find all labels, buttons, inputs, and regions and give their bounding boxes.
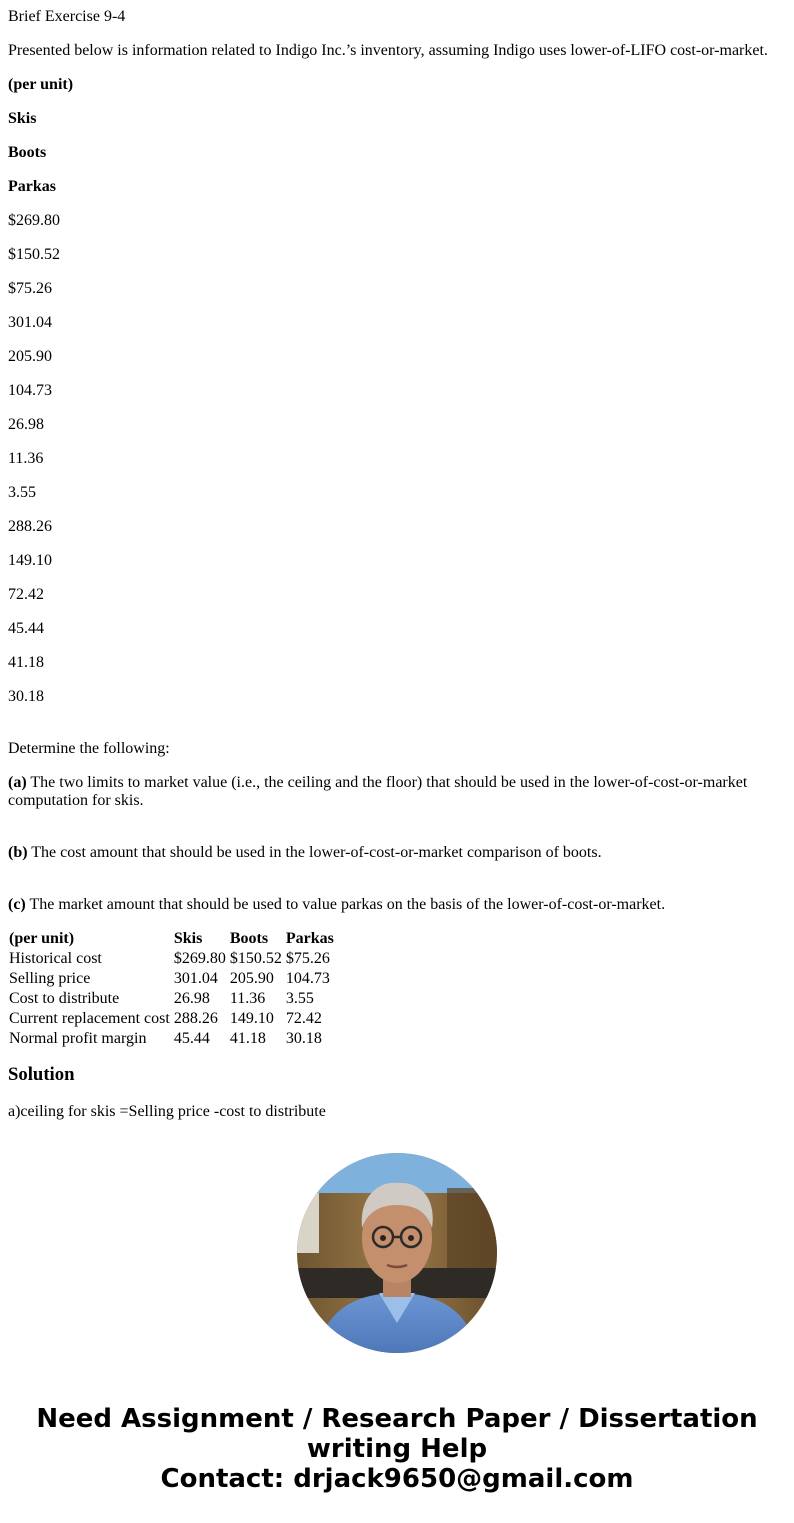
list-value: 3.55 [8,484,36,501]
list-value: 11.36 [8,450,44,467]
table-cell: 45.44 [173,1030,210,1047]
exercise-title: Brief Exercise 9-4 [8,8,126,25]
table-cell: 301.04 [173,970,218,987]
table-cell: 11.36 [229,990,266,1007]
table-row [8,1010,335,1028]
table-header: Parkas [285,930,334,947]
author-portrait-image [297,1153,497,1353]
spacer [8,722,786,740]
list-value: 30.18 [8,688,44,705]
document-body [8,8,786,1122]
table-cell: 149.10 [229,1010,274,1027]
promo-text [0,1404,794,1494]
list-value: 301.04 [8,314,52,331]
question-b: (b) The cost amount that should be used in the lower-of-cost-or-market comparison of boots. [8,844,602,861]
list-header: Parkas [8,178,56,195]
question-a: (a) The two limits to market value (i.e., the ceiling and the floor) that should be used in the lower-of-cost-or-market computation for skis. [8,774,748,809]
solution-heading: Solution [8,1064,75,1085]
table-cell: $269.80 [173,950,226,967]
promo-footer [0,1122,794,1523]
table-header: Skis [173,930,203,947]
table-cell: 205.90 [229,970,274,987]
intro-paragraph: Presented below is information related to Indigo Inc.’s inventory, assuming Indigo uses lower-of-LIFO cost-or-market. [8,42,768,59]
table-row [8,950,335,968]
table-cell: $150.52 [229,950,282,967]
promo-contact: Contact: drjack9650@gmail.com [160,1464,634,1494]
determine-prompt: Determine the following: [8,740,170,757]
table-cell: Cost to distribute [9,990,120,1007]
table-header-row [8,930,335,948]
table-cell: 3.55 [285,990,314,1007]
list-value: 205.90 [8,348,52,365]
table-cell: $75.26 [285,950,330,967]
table-cell: 26.98 [173,990,210,1007]
list-header: (per unit) [8,76,74,93]
list-value: 26.98 [8,416,44,433]
table-header: Boots [229,930,269,947]
list-value: $269.80 [8,212,60,229]
table-cell: 288.26 [173,1010,218,1027]
solution-line: a)ceiling for skis =Selling price -cost to distribute [8,1103,326,1120]
list-value: 41.18 [8,654,44,671]
list-value: $150.52 [8,246,60,263]
list-header: Skis [8,110,37,127]
table-row [8,1030,335,1048]
table-cell: Normal profit margin [9,1030,147,1047]
table-row [8,970,335,988]
table-row [8,990,335,1008]
table-cell: 104.73 [285,970,330,987]
list-value: 149.10 [8,552,52,569]
promo-line-1: Need Assignment / Research Paper / Dissertation [36,1404,758,1434]
list-header: Boots [8,144,47,161]
table-cell: 41.18 [229,1030,266,1047]
list-value: $75.26 [8,280,52,297]
table-cell: Selling price [9,970,91,987]
table-cell: Historical cost [9,950,102,967]
list-value: 72.42 [8,586,44,603]
table-cell: Current replacement cost [9,1010,170,1027]
inventory-table [8,928,337,1050]
table-header: (per unit) [9,930,75,947]
author-avatar [297,1153,497,1353]
table-cell: 30.18 [285,1030,322,1047]
question-c: (c) The market amount that should be used to value parkas on the basis of the lower-of-cost-or-market. [8,896,666,913]
list-value: 288.26 [8,518,52,535]
table-cell: 72.42 [285,1010,322,1027]
list-value: 104.73 [8,382,52,399]
promo-line-2: writing Help [306,1434,488,1464]
list-value: 45.44 [8,620,44,637]
